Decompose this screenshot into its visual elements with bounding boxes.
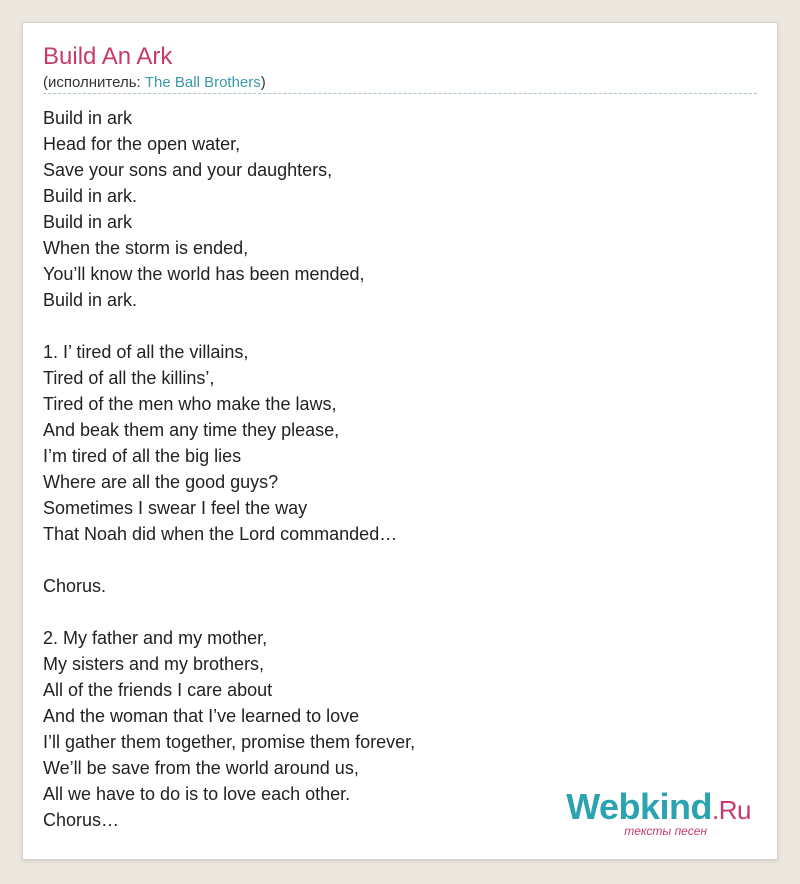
lyric-line [43,313,415,339]
lyric-line: Build in ark [43,108,133,128]
lyric-line: And beak them any time they please, [43,420,340,440]
lyric-line: All we have to do is to love each other. [43,784,351,804]
lyric-line: I’m tired of all the big lies [43,446,242,466]
lyric-line: Sometimes I swear I feel the way [43,498,308,518]
lyric-line [43,599,415,625]
lyric-line: We’ll be save from the world around us, [43,758,359,778]
lyric-line: Where are all the good guys? [43,472,279,492]
lyric-line: Tired of all the killins’, [43,368,215,388]
lyric-line: That Noah did when the Lord commanded… [43,524,398,544]
lyric-line: When the storm is ended, [43,238,249,258]
lyric-line: My sisters and my brothers, [43,654,265,674]
lyric-line: 2. My father and my mother, [43,628,268,648]
lyric-line: All of the friends I care about [43,680,273,700]
lyric-line: 1. I’ tired of all the villains, [43,342,249,362]
dashed-divider [43,93,757,94]
artist-link[interactable]: The Ball Brothers [144,74,261,91]
logo-tagline: тексты песен [624,824,707,838]
lyric-line [43,547,415,573]
lyric-line: Build in ark. [43,186,138,206]
lyric-line: Head for the open water, [43,134,241,154]
lyric-line: Chorus. [43,576,107,596]
artist-suffix: ) [260,74,266,91]
lyric-line: Build in ark. [43,290,138,310]
lyrics-card [22,22,778,860]
lyric-line: I’ll gather them together, promise them forever, [43,732,416,752]
logo-tld: .Ru [712,795,751,825]
lyrics-text [43,105,415,833]
logo-name: Webkind [566,786,713,827]
lyric-line: Tired of the men who make the laws, [43,394,337,414]
lyric-line: Build in ark [43,212,133,232]
webkind-logo[interactable] [551,787,751,837]
song-title: Build An Ark [43,43,173,70]
artist-prefix: (исполнитель: [43,74,145,91]
lyric-line: Save your sons and your daughters, [43,160,333,180]
lyric-line: You’ll know the world has been mended, [43,264,365,284]
lyric-line: And the woman that I’ve learned to love [43,706,360,726]
lyric-line: Chorus… [43,810,120,830]
artist-line [43,73,266,93]
